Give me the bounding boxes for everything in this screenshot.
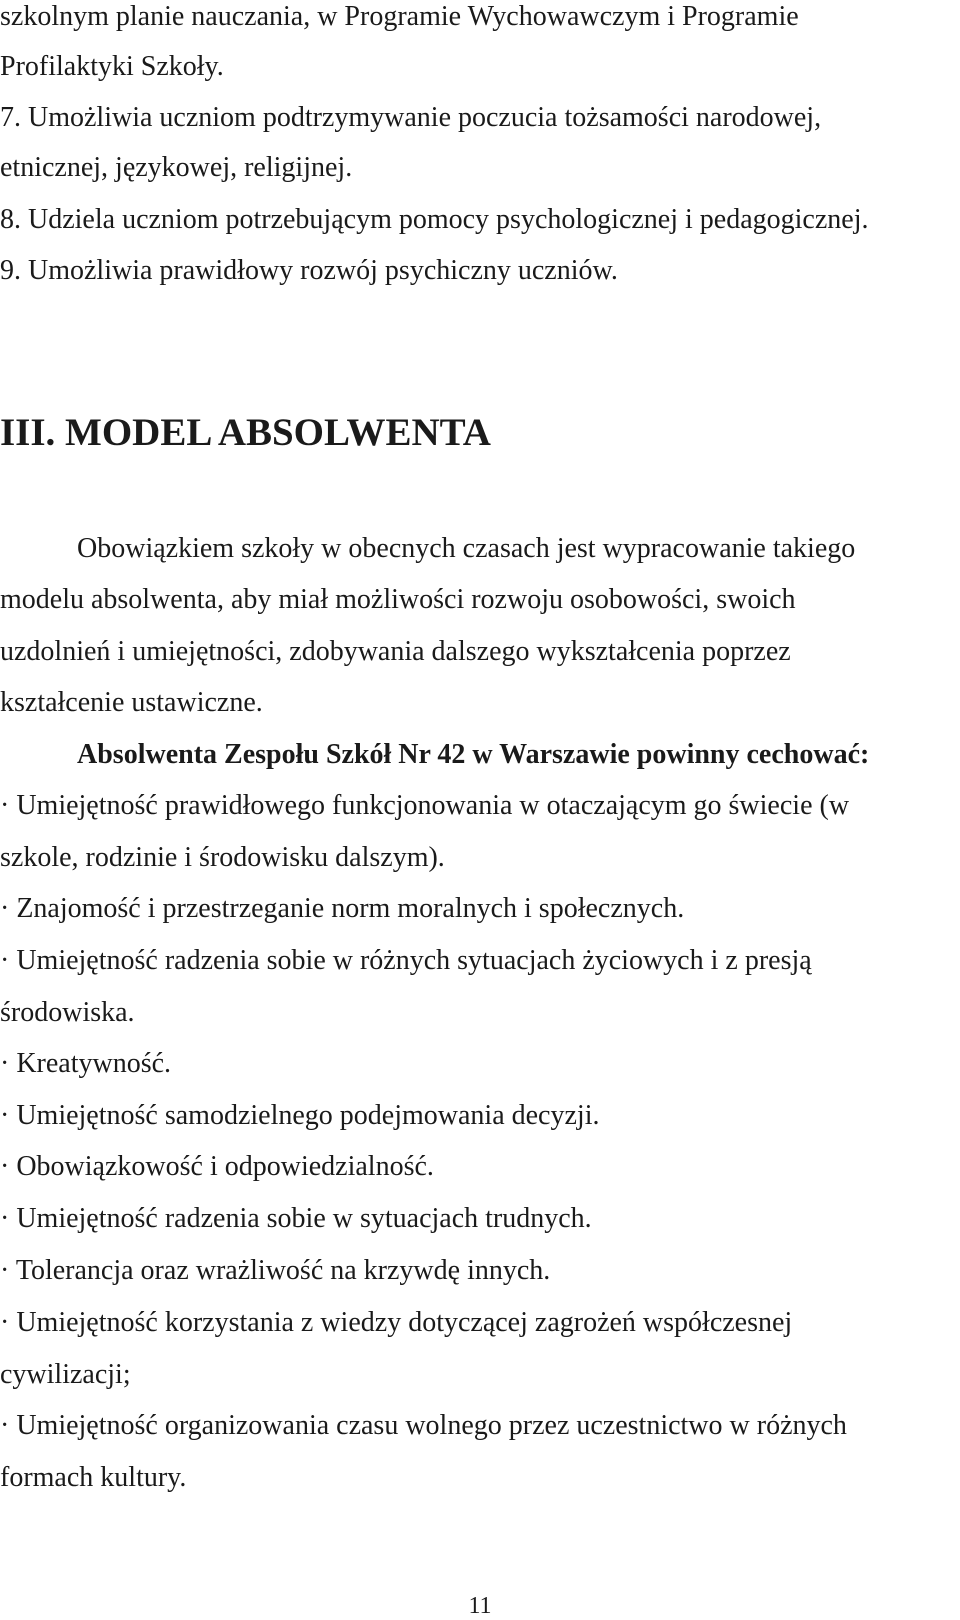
bullet-item: · Umiejętność korzystania z wiedzy dotyczącej zagrożeń współczesnej xyxy=(0,1307,793,1338)
bullet-item: · Obowiązkowość i odpowiedzialność. xyxy=(0,1151,434,1182)
bullet-item-continuation: cywilizacji; xyxy=(0,1359,131,1390)
intro-line: Obowiązkiem szkoły w obecnych czasach jest wypracowanie takiego xyxy=(77,533,856,564)
intro-line: modelu absolwenta, aby miał możliwości rozwoju osobowości, swoich xyxy=(0,584,796,615)
intro-line: kształcenie ustawiczne. xyxy=(0,687,263,718)
section-heading: III. MODEL ABSOLWENTA xyxy=(0,411,491,454)
paragraph-line: Profilaktyki Szkoły. xyxy=(0,51,224,82)
paragraph-line: szkolnym planie nauczania, w Programie Wychowawczym i Programie xyxy=(0,1,799,32)
bullet-item: · Umiejętność radzenia sobie w sytuacjach trudnych. xyxy=(0,1203,592,1234)
numbered-item-9: 9. Umożliwia prawidłowy rozwój psychiczny uczniów. xyxy=(0,255,618,286)
bullet-item: · Umiejętność radzenia sobie w różnych sytuacjach życiowych i z presją xyxy=(0,945,812,976)
bullet-item: · Umiejętność samodzielnego podejmowania decyzji. xyxy=(0,1100,600,1131)
bullet-item: · Umiejętność prawidłowego funkcjonowania w otaczającym go świecie (w xyxy=(0,790,850,821)
bullet-item: · Umiejętność organizowania czasu wolnego przez uczestnictwo w różnych xyxy=(0,1410,847,1441)
bullet-item: · Kreatywność. xyxy=(0,1048,172,1079)
bullet-item-continuation: szkole, rodzinie i środowisku dalszym). xyxy=(0,842,445,873)
bullet-item-continuation: środowiska. xyxy=(0,997,135,1028)
numbered-item-7: 7. Umożliwia uczniom podtrzymywanie poczucia tożsamości narodowej, xyxy=(0,102,822,133)
bullet-item: · Tolerancja oraz wrażliwość na krzywdę innych. xyxy=(0,1255,551,1286)
page-number: 11 xyxy=(468,1593,492,1619)
bullet-item: · Znajomość i przestrzeganie norm moralnych i społecznych. xyxy=(0,893,685,924)
bullet-item-continuation: formach kultury. xyxy=(0,1462,187,1493)
numbered-item-7-continuation: etnicznej, językowej, religijnej. xyxy=(0,152,353,183)
intro-line: uzdolnień i umiejętności, zdobywania dalszego wykształcenia poprzez xyxy=(0,636,791,667)
numbered-item-8: 8. Udziela uczniom potrzebującym pomocy psychologicznej i pedagogicznej. xyxy=(0,204,869,235)
lead-sentence: Absolwenta Zespołu Szkół Nr 42 w Warszawie powinny cechować: xyxy=(77,739,870,770)
